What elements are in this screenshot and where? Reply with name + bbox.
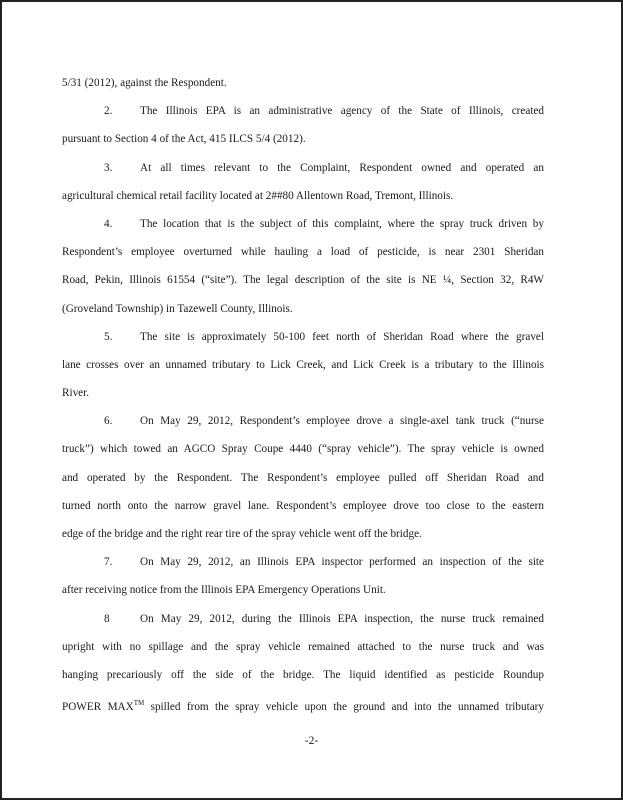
paragraph-8-first-line (62, 605, 544, 633)
paragraph-number: 7. (104, 556, 113, 569)
paragraph-number: 6. (104, 415, 113, 428)
fragment-line: 5/31 (2012), against the Respondent. (62, 77, 227, 89)
paragraph-text: On May 29, 2012, Respondent’s employee drove a single-axel tank truck (“nurse (140, 415, 544, 428)
paragraph-2-line: pursuant to Section 4 of the Act, 415 ILCS 5/4 (2012). (62, 133, 306, 146)
paragraph-7-first-line (62, 548, 544, 576)
paragraph-8-last-line (62, 689, 544, 717)
paragraph-text: spilled from the spray vehicle upon the ground and into the unnamed tributary (144, 701, 544, 714)
document-body (62, 69, 544, 717)
page-number: -2- (304, 735, 319, 747)
paragraph-4-line: Road, Pekin, Illinois 61554 (“site”). The legal description of the site is NE ¼, Section 32, R4W (62, 274, 544, 287)
paragraph-text: At all times relevant to the Complaint, Respondent owned and operated an (140, 161, 544, 174)
paragraph-5-first-line (62, 323, 544, 351)
paragraph-3-line: agricultural chemical retail facility located at 2##80 Allentown Road, Tremont, Illinois. (62, 189, 454, 202)
trademark-symbol: TM (133, 699, 145, 708)
paragraph-6-line: truck”) which towed an AGCO Spray Coupe 4440 (“spray vehicle”). The spray vehicle is owned (62, 443, 544, 456)
paragraph-number: 8 (104, 612, 110, 625)
paragraph-text: On May 29, 2012, an Illinois EPA inspector performed an inspection of the site (140, 556, 544, 569)
paragraph-6-line: edge of the bridge and the right rear tire of the spray vehicle went off the bridge. (62, 528, 422, 540)
paragraph-6-first-line (62, 407, 544, 435)
paragraph-text: The site is approximately 50-100 feet north of Sheridan Road where the gravel (140, 330, 544, 343)
paragraph-8-line: upright with no spillage and the spray vehicle remained attached to the nurse truck and was (62, 640, 544, 653)
paragraph-2-first-line (62, 97, 544, 125)
paragraph-8-line: hanging precariously off the side of the bridge. The liquid identified as pesticide Roundup (62, 668, 544, 681)
paragraph-4-line: Respondent’s employee overturned while hauling a load of pesticide, is near 2301 Sheridan (62, 246, 544, 259)
paragraph-text: The location that is the subject of this complaint, where the spray truck driven by (140, 217, 544, 230)
paragraph-7-line: after receiving notice from the Illinois EPA Emergency Operations Unit. (62, 584, 386, 597)
product-name: POWER MAX (62, 701, 134, 714)
paragraph-6-line: and operated by the Respondent. The Respondent’s employee pulled off Sheridan Road and (62, 471, 544, 484)
paragraph-text: On May 29, 2012, during the Illinois EPA inspection, the nurse truck remained (140, 612, 544, 625)
paragraph-number: 4. (104, 217, 113, 230)
paragraph-3-first-line (62, 154, 544, 182)
paragraph-number: 5. (104, 330, 113, 343)
paragraph-5-line: River. (62, 387, 90, 400)
paragraph-text: The Illinois EPA is an administrative agency of the State of Illinois, created (140, 105, 544, 118)
paragraph-4-first-line (62, 210, 544, 238)
paragraph-number: 3. (104, 161, 113, 174)
paragraph-number: 2. (104, 105, 113, 118)
paragraph-5-line: lane crosses over an unnamed tributary to Lick Creek, and Lick Creek is a tributary to the Illinois (62, 358, 544, 371)
paragraph-4-line: (Groveland Township) in Tazewell County, Illinois. (62, 302, 293, 315)
paragraph-6-line: turned north onto the narrow gravel lane. Respondent’s employee drove too close to the eastern (62, 499, 544, 512)
